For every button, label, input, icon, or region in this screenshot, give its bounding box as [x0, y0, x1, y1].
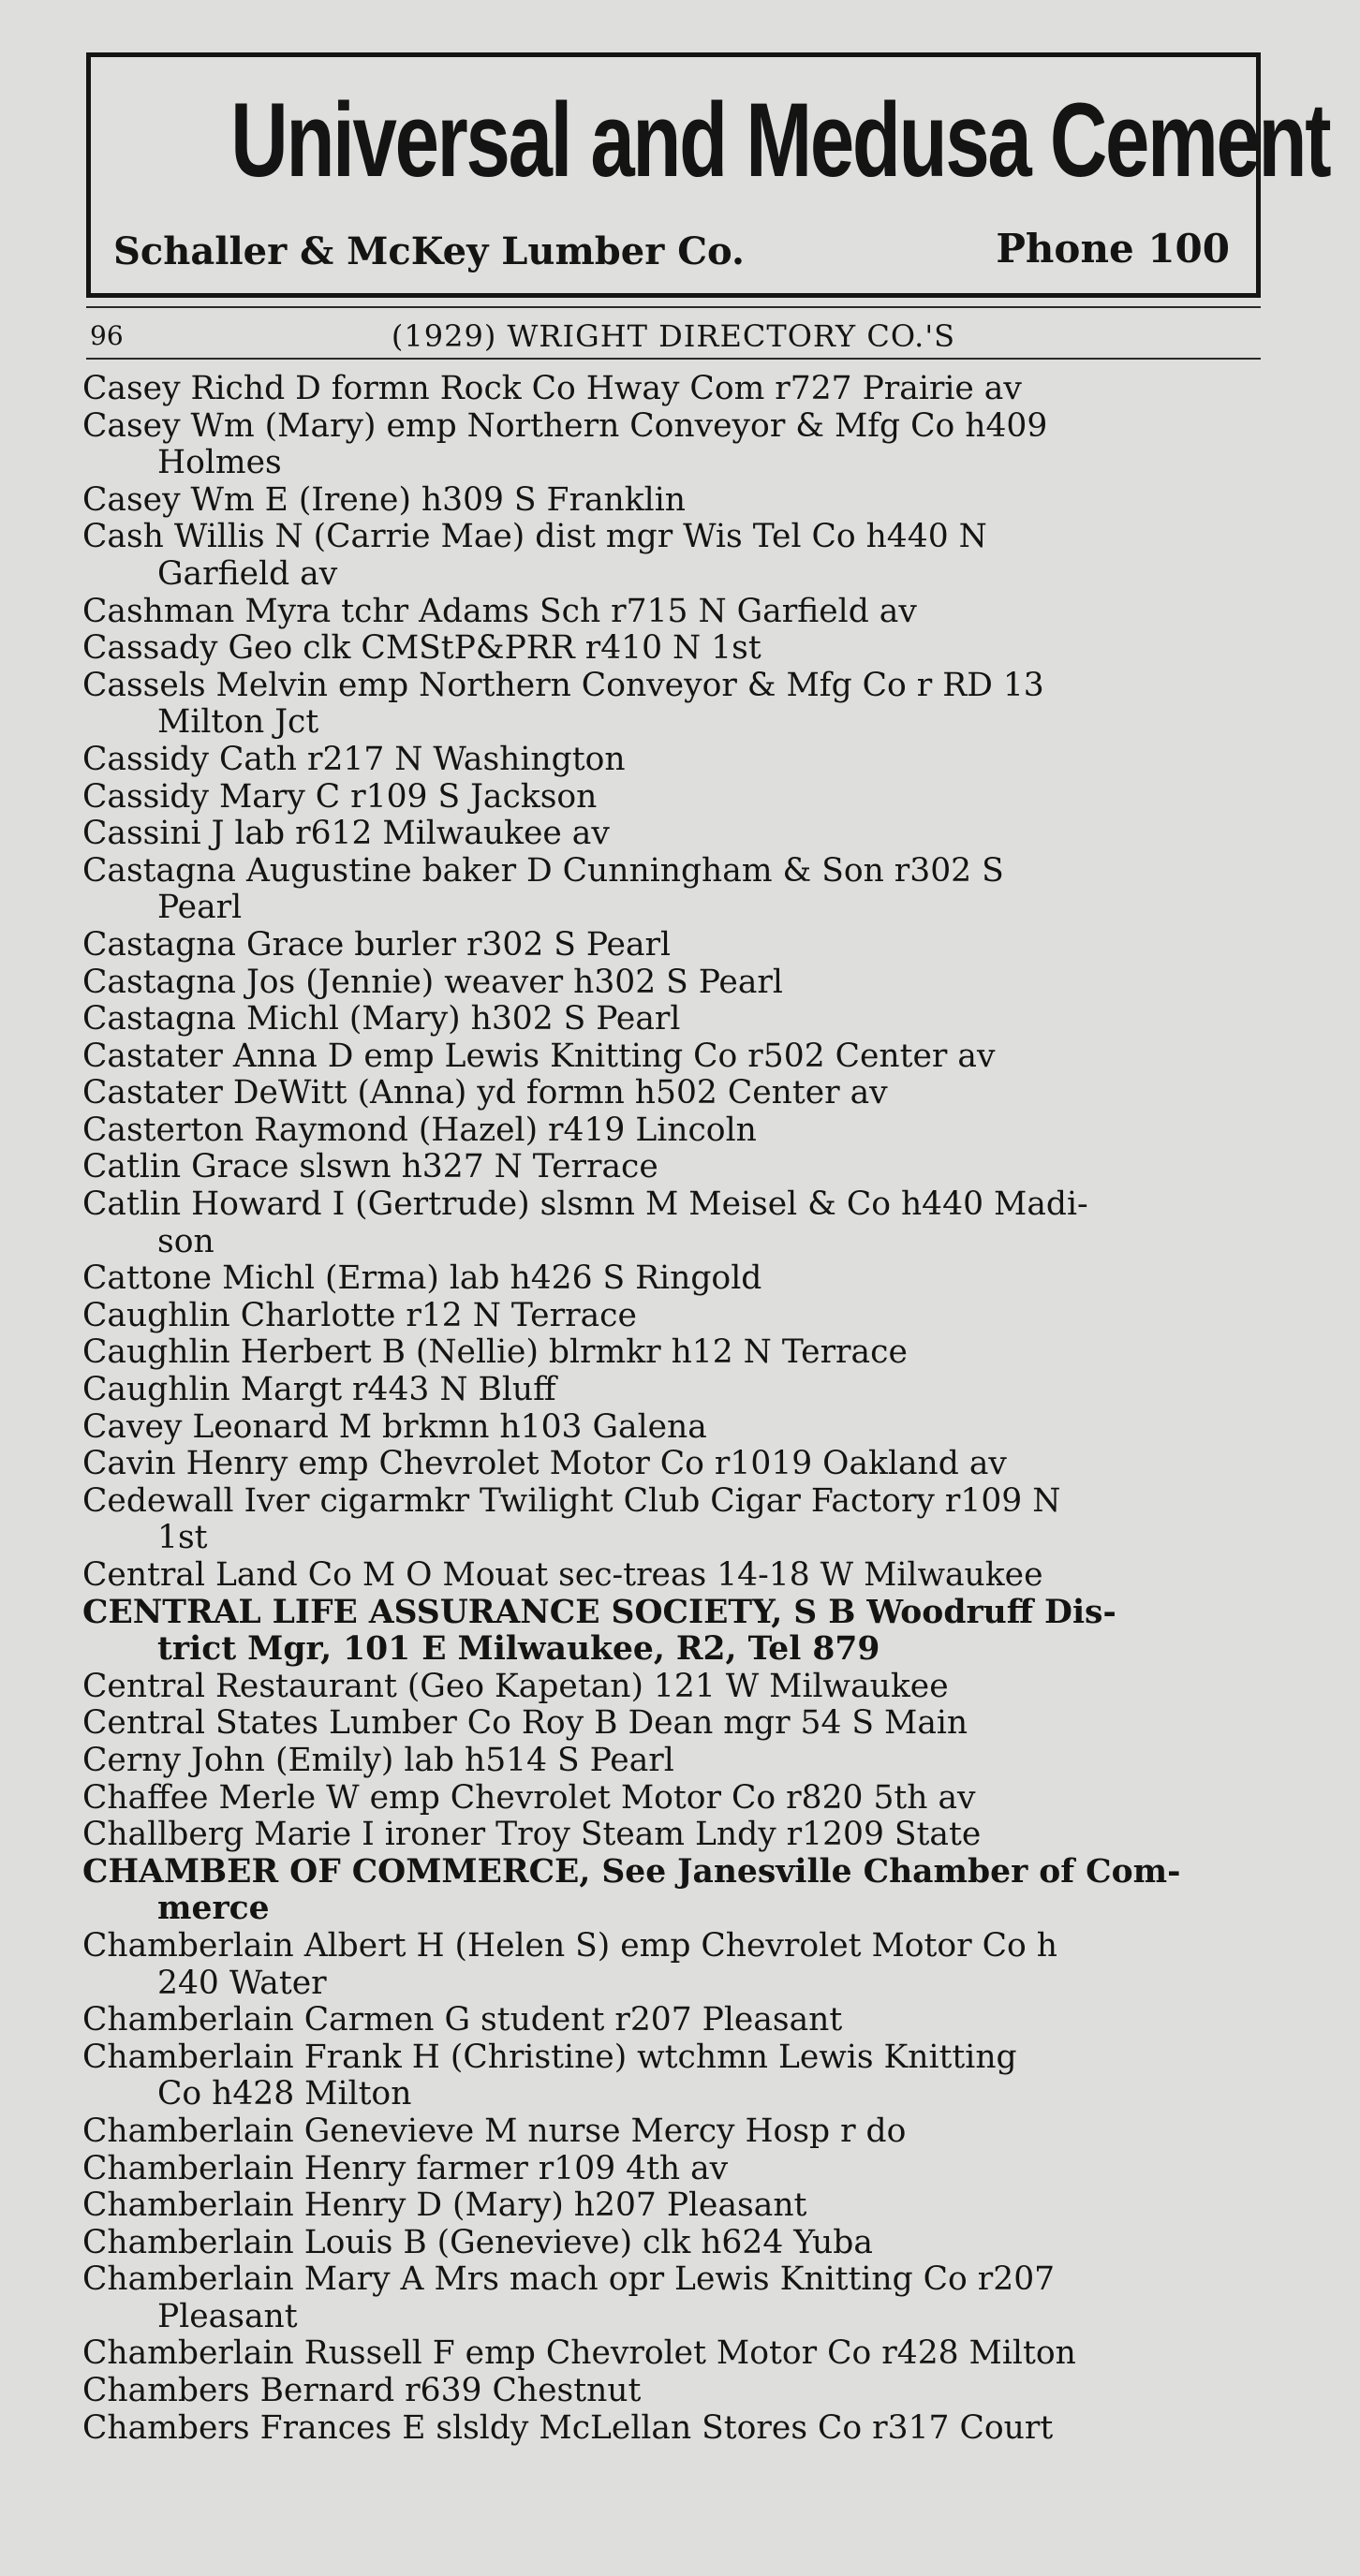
entry-text: CENTRAL LIFE ASSURANCE SOCIETY, S B Woodruff Dis- [82, 1594, 1116, 1631]
entry-text: Cavin Henry emp Chevrolet Motor Co r1019 Oakland av [82, 1446, 1007, 1483]
running-title: (1929) WRIGHT DIRECTORY CO.'S [391, 318, 956, 354]
directory-entry [82, 630, 1272, 668]
directory-entry [82, 371, 1272, 408]
ad-phone-number: Phone 100 [996, 226, 1230, 272]
entry-text: Cattone Michl (Erma) lab h426 S Ringold [82, 1260, 762, 1298]
directory-entry [82, 1446, 1272, 1483]
entry-text: Cash Willis N (Carrie Mae) dist mgr Wis Tel Co h440 N [82, 519, 987, 556]
directory-listing [82, 371, 1272, 2447]
directory-entry [82, 668, 1272, 742]
header-bottom-rule [86, 358, 1261, 360]
entry-text: Chamberlain Genevieve M nurse Mercy Hosp r do [82, 2112, 907, 2150]
entry-text: Caughlin Charlotte r12 N Terrace [82, 1297, 637, 1334]
directory-entry [82, 779, 1272, 817]
entry-continuation: Pearl [157, 889, 243, 927]
entry-text: Chamberlain Frank H (Christine) wtchmn Lewis Knitting [82, 2039, 1017, 2076]
directory-entry [82, 1001, 1272, 1038]
directory-entry [82, 1483, 1272, 1557]
directory-entry [82, 594, 1272, 631]
entry-text: Cassels Melvin emp Northern Conveyor & Mfg Co r RD 13 [82, 667, 1044, 704]
directory-entry [82, 1372, 1272, 1409]
directory-entry [82, 964, 1272, 1002]
directory-entry [82, 1705, 1272, 1743]
entry-text: Cassini J lab r612 Milwaukee av [82, 816, 610, 853]
entry-text: Caughlin Margt r443 N Bluff [82, 1372, 556, 1409]
entry-continuation: Garfield av [157, 554, 338, 593]
directory-entry [82, 2335, 1272, 2373]
entry-text: Castagna Grace burler r302 S Pearl [82, 926, 672, 964]
entry-text: Casterton Raymond (Hazel) r419 Lincoln [82, 1111, 757, 1149]
directory-entry [82, 1595, 1272, 1669]
entry-text: Catlin Howard I (Gertrude) slsmn M Meisel & Co h440 Madi- [82, 1186, 1088, 1224]
directory-entry [82, 2225, 1272, 2262]
directory-entry [82, 853, 1272, 927]
entry-text: Cassady Geo clk CMStP&PRR r410 N 1st [82, 630, 761, 668]
directory-entry [82, 1669, 1272, 1706]
entry-text: Chamberlain Russell F emp Chevrolet Motor Co r428 Milton [82, 2335, 1076, 2373]
entry-continuation: Holmes [157, 444, 282, 482]
entry-text: Central Land Co M O Mouat sec-treas 14-18 W Milwaukee [82, 1557, 1043, 1594]
directory-entry [82, 1260, 1272, 1298]
directory-entry [82, 2113, 1272, 2151]
entry-text: Catlin Grace slswn h327 N Terrace [82, 1149, 658, 1186]
entry-text: Chamberlain Louis B (Genevieve) clk h624 Yuba [82, 2224, 873, 2261]
directory-entry [82, 1743, 1272, 1780]
directory-entry [82, 927, 1272, 964]
running-head [86, 316, 1261, 358]
entry-text: Chamberlain Carmen G student r207 Pleasant [82, 2002, 843, 2039]
directory-entry [82, 2002, 1272, 2039]
header-top-rule [86, 306, 1261, 308]
directory-entry [82, 2039, 1272, 2113]
directory-entry [82, 1038, 1272, 1076]
ad-company-name: Schaller & McKey Lumber Co. [113, 229, 745, 273]
entry-text: Cedewall Iver cigarmkr Twilight Club Cigar Factory r109 N [82, 1482, 1061, 1520]
entry-text: Cavey Leonard M brkmn h103 Galena [82, 1408, 707, 1446]
entry-text: Cassidy Cath r217 N Washington [82, 741, 626, 778]
directory-entry [82, 1557, 1272, 1595]
entry-text: Cashman Myra tchr Adams Sch r715 N Garfield av [82, 593, 917, 630]
entry-text: CHAMBER OF COMMERCE, See Janesville Chamber of Com- [82, 1853, 1181, 1891]
directory-entry [82, 519, 1272, 593]
directory-entry [82, 742, 1272, 779]
entry-text: Castater Anna D emp Lewis Knitting Co r502 Center av [82, 1038, 996, 1075]
entry-text: Castagna Augustine baker D Cunningham & Son r302 S [82, 852, 1004, 890]
entry-text: Chamberlain Albert H (Helen S) emp Chevrolet Motor Co h [82, 1927, 1057, 1965]
entry-text: Casey Wm E (Irene) h309 S Franklin [82, 481, 686, 519]
directory-entry [82, 1409, 1272, 1447]
directory-entry [82, 2151, 1272, 2188]
entry-continuation: son [157, 1222, 214, 1260]
ad-headline: Universal and Medusa Cement [230, 81, 1330, 199]
directory-entry [82, 2187, 1272, 2225]
advertisement-box [86, 52, 1330, 298]
entry-continuation: Pleasant [157, 2297, 298, 2335]
entry-text: Caughlin Herbert B (Nellie) blrmkr h12 N Terrace [82, 1334, 908, 1372]
entry-text: Challberg Marie I ironer Troy Steam Lndy r1209 State [82, 1817, 982, 1854]
entry-text: Castagna Michl (Mary) h302 S Pearl [82, 1001, 681, 1038]
entry-text: Casey Richd D formn Rock Co Hway Com r727 Prairie av [82, 371, 1022, 407]
directory-entry [82, 2410, 1272, 2448]
entry-continuation: 240 Water [157, 1964, 327, 2002]
page-number: 96 [90, 320, 124, 351]
directory-entry [82, 1334, 1272, 1372]
directory-entry [82, 816, 1272, 853]
entry-continuation: Co h428 Milton [157, 2075, 412, 2113]
entry-text: Cerny John (Emily) lab h514 S Pearl [82, 1742, 674, 1779]
directory-entry [82, 1112, 1272, 1150]
entry-text: Castater DeWitt (Anna) yd formn h502 Center av [82, 1075, 888, 1112]
entry-continuation: Milton Jct [157, 703, 319, 742]
directory-entry [82, 1075, 1272, 1112]
entry-text: Central Restaurant (Geo Kapetan) 121 W Milwaukee [82, 1668, 949, 1705]
entry-continuation: 1st [157, 1519, 208, 1557]
directory-entry [82, 1149, 1272, 1186]
entry-text: Chaffee Merle W emp Chevrolet Motor Co r820 5th av [82, 1779, 976, 1817]
directory-entry [82, 1854, 1272, 1928]
entry-text: Castagna Jos (Jennie) weaver h302 S Pearl [82, 964, 783, 1001]
entry-text: Chamberlain Mary A Mrs mach opr Lewis Knitting Co r207 [82, 2261, 1056, 2299]
directory-entry [82, 1928, 1272, 2002]
directory-entry [82, 1186, 1272, 1260]
entry-text: Casey Wm (Mary) emp Northern Conveyor & Mfg Co h409 [82, 407, 1048, 445]
directory-entry [82, 1817, 1272, 1854]
directory-entry [82, 408, 1272, 482]
entry-text: Chambers Bernard r639 Chestnut [82, 2373, 642, 2410]
entry-text: Chamberlain Henry farmer r109 4th av [82, 2150, 729, 2187]
directory-entry [82, 1780, 1272, 1818]
entry-text: Central States Lumber Co Roy B Dean mgr 54 S Main [82, 1705, 968, 1743]
entry-text: Chamberlain Henry D (Mary) h207 Pleasant [82, 2187, 807, 2225]
entry-continuation: trict Mgr, 101 E Milwaukee, R2, Tel 879 [157, 1630, 880, 1669]
entry-text: Cassidy Mary C r109 S Jackson [82, 778, 598, 816]
entry-continuation: merce [157, 1890, 270, 1928]
entry-text: Chambers Frances E slsldy McLellan Stores Co r317 Court [82, 2409, 1054, 2447]
directory-entry [82, 2373, 1272, 2410]
directory-entry [82, 1298, 1272, 1335]
directory-entry [82, 482, 1272, 520]
directory-entry [82, 2261, 1272, 2335]
